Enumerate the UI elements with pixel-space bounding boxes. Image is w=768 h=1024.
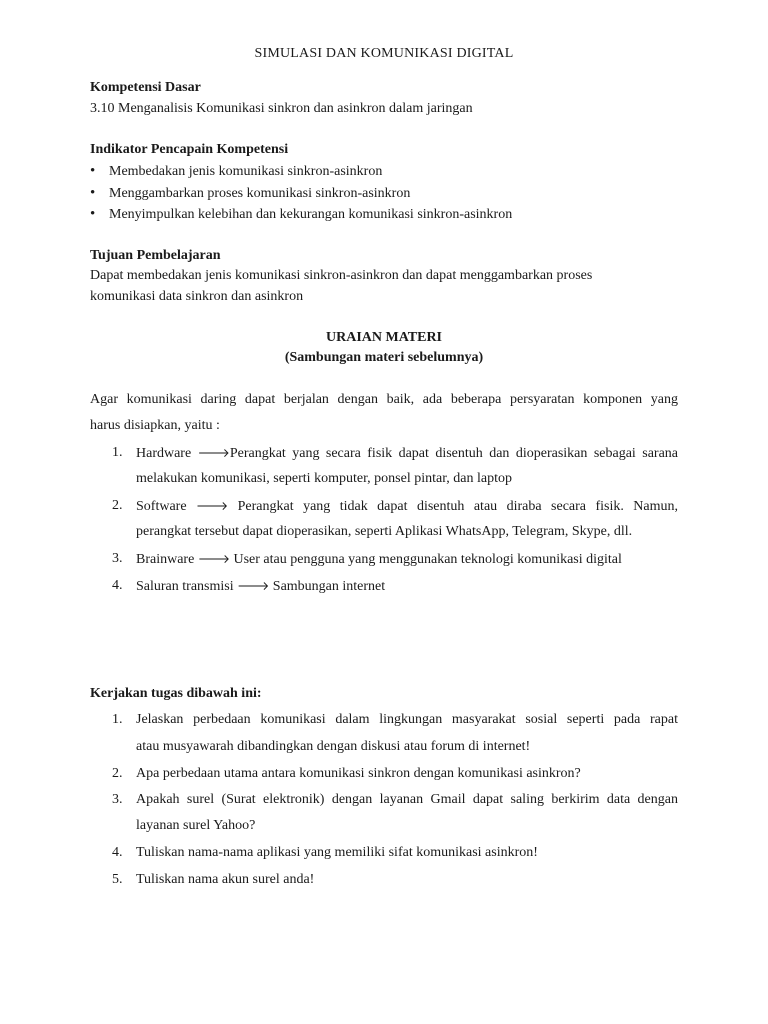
component-term: Hardware xyxy=(136,446,192,461)
tujuan-text-line2: komunikasi data sinkron dan asinkron xyxy=(90,289,304,304)
list-number: 4. xyxy=(112,845,123,860)
list-item: • Menggambarkan proses komunikasi sinkron-asinkron xyxy=(90,183,512,205)
tujuan-heading: Tujuan Pembelajaran xyxy=(90,248,221,263)
list-number: 4. xyxy=(112,578,123,593)
list-number: 3. xyxy=(112,551,123,566)
task-item: Apa perbedaan utama antara komunikasi sinkron dengan komunikasi asinkron? xyxy=(136,766,581,781)
kd-text: 3.10 Menganalisis Komunikasi sinkron dan asinkron dalam jaringan xyxy=(90,101,473,116)
list-number: 2. xyxy=(112,766,123,781)
arrow-right-icon: 🡒 xyxy=(197,446,230,460)
task-item-cont: atau musyawarah dibandingkan dengan diskusi atau forum di internet! xyxy=(136,739,531,754)
task-item: Jelaskan perbedaan komunikasi dalam lingkungan masyarakat sosial seperti pada rapat xyxy=(136,712,678,727)
list-item: • Membedakan jenis komunikasi sinkron-asinkron xyxy=(90,161,512,183)
arrow-right-icon: 🡒 xyxy=(237,579,270,593)
list-item xyxy=(136,498,678,515)
task-item: Tuliskan nama-nama aplikasi yang memiliki sifat komunikasi asinkron! xyxy=(136,845,538,860)
list-number: 3. xyxy=(112,792,123,807)
list-number: 1. xyxy=(112,445,123,460)
uraian-subheading: (Sambungan materi sebelumnya) xyxy=(284,350,484,365)
document-title: SIMULASI DAN KOMUNIKASI DIGITAL xyxy=(254,46,514,61)
list-item xyxy=(136,445,678,462)
component-desc-cont: melakukan komunikasi, seperti komputer, ponsel pintar, dan laptop xyxy=(136,471,513,486)
component-desc: Perangkat yang secara fisik dapat disentuh dan dioperasikan sebagai sarana xyxy=(229,446,678,461)
list-item xyxy=(136,551,678,568)
list-number: 1. xyxy=(112,712,123,727)
component-desc: User atau pengguna yang menggunakan teknologi komunikasi digital xyxy=(233,552,622,567)
list-number: 2. xyxy=(112,498,123,513)
tugas-heading: Kerjakan tugas dibawah ini: xyxy=(90,686,262,701)
component-term: Saluran transmisi xyxy=(136,579,234,594)
uraian-heading: URAIAN MATERI xyxy=(325,330,443,345)
ipk-list xyxy=(90,161,512,226)
kd-heading: Kompetensi Dasar xyxy=(90,80,201,95)
task-item-cont: layanan surel Yahoo? xyxy=(136,818,256,833)
component-desc: Sambungan internet xyxy=(272,579,386,594)
list-item xyxy=(136,578,678,595)
component-desc-cont: perangkat tersebut dapat dioperasikan, seperti Aplikasi WhatsApp, Telegram, Skype, dll. xyxy=(136,524,633,539)
tujuan-text-line1: Dapat membedakan jenis komunikasi sinkron-asinkron dan dapat menggambarkan proses xyxy=(90,268,593,283)
ipk-heading: Indikator Pencapain Kompetensi xyxy=(90,142,289,157)
arrow-right-icon: 🡒 xyxy=(196,499,229,513)
list-item: • Menyimpulkan kelebihan dan kekurangan komunikasi sinkron-asinkron xyxy=(90,204,512,226)
component-desc: Perangkat yang tidak dapat disentuh atau diraba secara fisik. Namun, xyxy=(237,499,679,514)
task-item: Apakah surel (Surat elektronik) dengan layanan Gmail dapat saling berkirim data dengan xyxy=(136,792,678,807)
component-term: Brainware xyxy=(136,552,195,567)
component-term: Software xyxy=(136,499,187,514)
uraian-intro-line1: Agar komunikasi daring dapat berjalan dengan baik, ada beberapa persyaratan komponen yang xyxy=(90,392,678,407)
arrow-right-icon: 🡒 xyxy=(197,552,230,566)
uraian-intro-line2: harus disiapkan, yaitu : xyxy=(90,418,220,433)
task-item: Tuliskan nama akun surel anda! xyxy=(136,872,315,887)
list-number: 5. xyxy=(112,872,123,887)
